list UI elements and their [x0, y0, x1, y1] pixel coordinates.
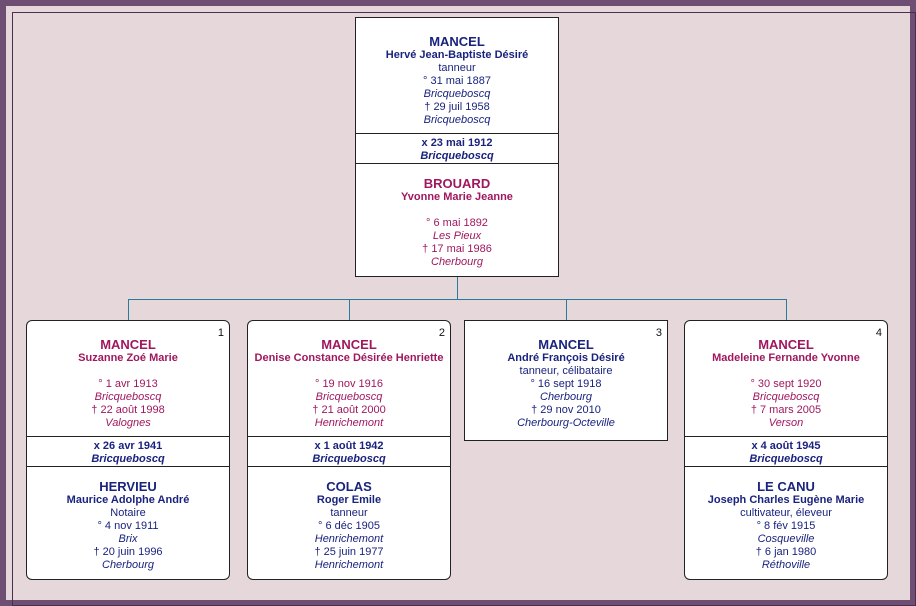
spouse-occupation: Notaire: [110, 507, 146, 519]
father-section: [356, 34, 558, 127]
mother-spacer: [356, 204, 558, 217]
child-marriage: [248, 436, 450, 467]
child-death: † 22 août 1998: [91, 404, 165, 416]
spouse-birth: ° 4 nov 1911: [97, 520, 159, 532]
child-given-names: Denise Constance Désirée Henriette: [254, 352, 444, 364]
child-box-4[interactable]: [684, 320, 888, 580]
child-surname: MANCEL: [100, 337, 156, 352]
child-section: [465, 337, 667, 430]
connector-parents-down: [457, 276, 458, 299]
child-box-1[interactable]: [26, 320, 230, 580]
spouse-occupation: cultivateur, éleveur: [740, 507, 832, 519]
spouse-surname: LE CANU: [757, 479, 815, 494]
child-marriage-date: x 1 août 1942: [314, 440, 384, 452]
child-death-place: Valognes: [105, 417, 151, 429]
child-death: † 7 mars 2005: [750, 404, 822, 416]
parents-marriage: [356, 133, 558, 164]
child-birth-place: Bricqueboscq: [752, 391, 820, 403]
child-occupation: tanneur, célibataire: [519, 365, 613, 377]
spouse-birth: ° 8 fév 1915: [756, 520, 816, 532]
child-birth: ° 19 nov 1916: [314, 378, 383, 390]
parents-marriage-date: x 23 mai 1912: [421, 137, 493, 149]
child-marriage-place: Bricqueboscq: [312, 453, 386, 465]
spouse-given-names: Maurice Adolphe André: [66, 494, 190, 506]
child-birth-place: Bricqueboscq: [94, 391, 162, 403]
child-section: [27, 337, 229, 430]
parents-box[interactable]: [355, 17, 559, 277]
father-birth-place: Bricqueboscq: [423, 88, 491, 100]
child-surname: MANCEL: [321, 337, 377, 352]
child-number: 3: [655, 327, 662, 339]
child-death: † 29 nov 2010: [531, 404, 601, 416]
mother-surname: BROUARD: [423, 176, 491, 191]
spouse-section: [27, 466, 229, 572]
mother-birth-place: Les Pieux: [432, 230, 482, 242]
child-birth-place: Bricqueboscq: [315, 391, 383, 403]
spouse-birth: ° 6 déc 1905: [318, 520, 380, 532]
connector-horizontal: [128, 299, 786, 300]
child-box-3[interactable]: [464, 320, 668, 441]
spouse-death: † 20 juin 1996: [93, 546, 163, 558]
father-death-place: Bricqueboscq: [423, 114, 491, 126]
child-marriage-date: x 26 avr 1941: [93, 440, 163, 452]
spouse-given-names: Joseph Charles Eugène Marie: [707, 494, 865, 506]
child-section: [685, 337, 887, 430]
father-death: † 29 juil 1958: [424, 101, 490, 113]
spouse-death: † 25 juin 1977: [314, 546, 384, 558]
child-birth-place: Cherbourg: [540, 391, 592, 403]
child-given-names: Suzanne Zoé Marie: [78, 352, 178, 364]
child-box-2[interactable]: [247, 320, 451, 580]
spouse-surname: COLAS: [326, 479, 372, 494]
child-death-place: Verson: [768, 417, 804, 429]
spouse-death-place: Henrichemont: [314, 559, 384, 571]
spouse-birth-place: Brix: [118, 533, 138, 545]
mother-given-names: Yvonne Marie Jeanne: [401, 191, 513, 203]
father-birth: ° 31 mai 1887: [423, 75, 491, 87]
child-surname: MANCEL: [538, 337, 594, 352]
connector-child-4: [786, 299, 787, 321]
spouse-death: † 6 jan 1980: [755, 546, 817, 558]
father-surname: MANCEL: [429, 34, 485, 49]
child-birth: ° 1 avr 1913: [98, 378, 158, 390]
child-marriage: [685, 436, 887, 467]
connector-child-3: [566, 299, 567, 321]
child-number: 4: [875, 327, 882, 339]
spouse-birth-place: Henrichemont: [314, 533, 384, 545]
spouse-section: [685, 466, 887, 572]
mother-death-place: Cherbourg: [431, 256, 483, 268]
spouse-given-names: Roger Emile: [316, 494, 382, 506]
child-marriage: [27, 436, 229, 467]
connector-child-2: [349, 299, 350, 321]
child-number: 2: [438, 327, 445, 339]
spouse-death-place: Réthoville: [761, 559, 811, 571]
spouse-death-place: Cherbourg: [102, 559, 154, 571]
father-given-names: Hervé Jean-Baptiste Désiré: [385, 49, 529, 61]
child-marriage-place: Bricqueboscq: [749, 453, 823, 465]
parents-marriage-place: Bricqueboscq: [420, 150, 494, 162]
child-section: [248, 337, 450, 430]
mother-birth: ° 6 mai 1892: [426, 217, 488, 229]
spouse-birth-place: Cosqueville: [757, 533, 815, 545]
child-given-names: André François Désiré: [507, 352, 625, 364]
child-death-place: Cherbourg-Octeville: [517, 417, 615, 429]
child-surname: MANCEL: [758, 337, 814, 352]
child-birth: ° 30 sept 1920: [750, 378, 822, 390]
child-given-names: Madeleine Fernande Yvonne: [712, 352, 860, 364]
child-marriage-date: x 4 août 1945: [751, 440, 821, 452]
mother-section: [356, 163, 558, 269]
child-marriage-place: Bricqueboscq: [91, 453, 165, 465]
child-spacer: [27, 365, 229, 378]
mother-death: † 17 mai 1986: [422, 243, 492, 255]
child-spacer: [248, 365, 450, 378]
child-death-place: Henrichemont: [314, 417, 384, 429]
spouse-surname: HERVIEU: [99, 479, 157, 494]
child-number: 1: [217, 327, 224, 339]
child-death: † 21 août 2000: [312, 404, 386, 416]
spouse-occupation: tanneur: [330, 507, 368, 519]
child-spacer: [685, 365, 887, 378]
father-occupation: tanneur: [438, 62, 476, 74]
spouse-section: [248, 466, 450, 572]
connector-child-1: [128, 299, 129, 321]
child-birth: ° 16 sept 1918: [530, 378, 602, 390]
